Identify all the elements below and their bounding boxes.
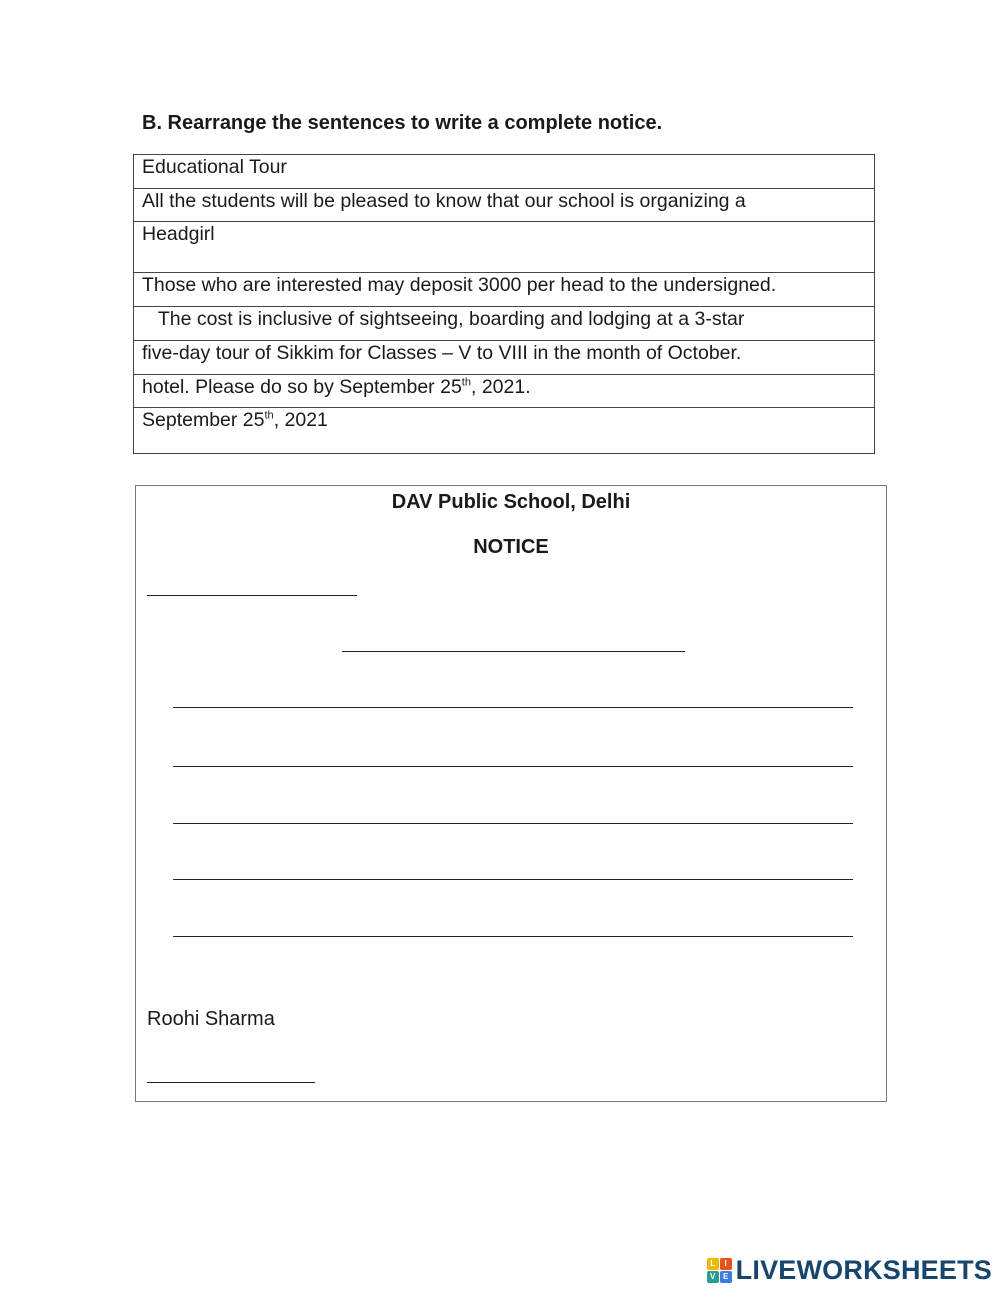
sentence-row <box>134 155 875 189</box>
sentence-cell: Those who are interested may deposit 3000 per head to the undersigned. <box>134 273 875 307</box>
sentence-row <box>134 307 875 341</box>
sentence-cell: The cost is inclusive of sightseeing, boarding and lodging at a 3-star <box>134 307 875 341</box>
body-line-blank[interactable] <box>173 879 853 880</box>
sentence-row <box>134 341 875 375</box>
body-line-blank[interactable] <box>173 707 853 708</box>
ordinal-suffix: th <box>264 409 274 422</box>
body-line-blank[interactable] <box>173 936 853 937</box>
liveworksheets-mark-icon <box>707 1258 732 1283</box>
liveworksheets-logo <box>707 1253 992 1287</box>
body-line-blank[interactable] <box>173 766 853 767</box>
sentence-cell <box>134 408 875 454</box>
sentence-text: , 2021 <box>273 409 328 431</box>
sentence-text: September 25 <box>142 409 265 431</box>
ordinal-suffix: th <box>461 376 471 389</box>
sentence-cell: five-day tour of Sikkim for Classes – V to VIII in the month of October. <box>134 341 875 375</box>
brand-name: LIVEWORKSHEETS <box>735 1254 992 1285</box>
sentence-table <box>133 154 875 454</box>
sentence-cell: Educational Tour <box>134 155 875 189</box>
school-name: DAV Public School, Delhi <box>391 491 631 513</box>
exercise-instruction: B. Rearrange the sentences to write a complete notice. <box>142 112 663 134</box>
sentence-cell: All the students will be pleased to know that our school is organizing a <box>134 189 875 222</box>
sentence-row <box>134 189 875 222</box>
logo-letter: L <box>707 1258 719 1270</box>
sentence-cell <box>134 375 875 408</box>
designation-blank[interactable] <box>147 1082 315 1083</box>
date-blank[interactable] <box>147 595 357 596</box>
signer-name: Roohi Sharma <box>147 1008 275 1030</box>
title-blank[interactable] <box>342 651 685 652</box>
sentence-row <box>134 273 875 307</box>
sentence-row <box>134 408 875 454</box>
body-line-blank[interactable] <box>173 823 853 824</box>
logo-letter: V <box>707 1271 719 1283</box>
sentence-cell: Headgirl <box>134 222 875 273</box>
sentence-row <box>134 222 875 273</box>
sentence-text: , 2021. <box>470 376 531 398</box>
sentence-text: hotel. Please do so by September 25 <box>142 376 462 398</box>
logo-letter: E <box>720 1271 732 1283</box>
sentence-row <box>134 375 875 408</box>
notice-heading: NOTICE <box>473 536 549 558</box>
logo-letter: I <box>720 1258 732 1270</box>
notice-answer-box <box>135 485 887 1102</box>
